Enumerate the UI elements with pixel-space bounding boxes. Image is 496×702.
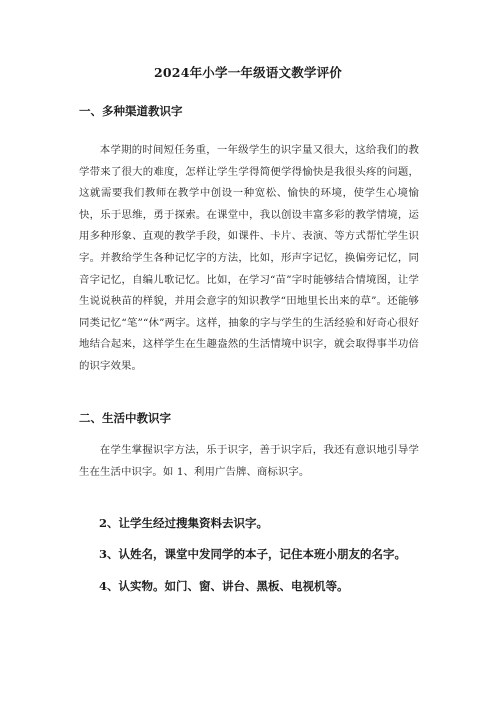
section-2-paragraph: 在学生掌握识字方法，乐于识字，善于识字后，我还有意识地引导学生在生活中识字。如 1、利用广告牌、商标识字。 [79,444,419,478]
section-1-paragraph: 本学期的时间短任务重，一年级学生的识字量又很大，这给我们的教学带来了很大的难度，怎样让学生学得简便学得愉快是我很头疼的问题，这就需要我们教师在教学中创设一种宽松、愉快的环境，使学生心境愉快，乐于思维，勇于探索。在课堂中，我以创设丰富多彩的教学情境，运用多种形象、直观的教学手段，如课件、卡片、表演、等方式帮忙学生识字。并教给学生各种记忆字的方法，比如，形声字记忆，换偏旁记忆，同音字记忆，自编儿歌记忆。比如，在学习“苗”字时能够结合情境图，让学生说说秧苗的样貌，并用会意字的知识教学“田地里长出来的草”。还能够同类记忆“笔”“休”两字。这样，抽象的字与学生的生活经验和好奇心很好地结合起来，这样学生在生趣盎然的生活情境中识字，就会取得事半功倍的识字效果。 [79,144,419,372]
list-item-4: 4、认实物。如门、窗、讲台、黑板、电视机等。 [99,579,349,593]
list-item-2: 2、让学生经过搜集资料去识字。 [99,516,268,530]
section-2-heading: 二、生活中教识字 [79,411,171,425]
document-title: 2024年小学一年级语文教学评价 [154,65,342,80]
section-1-heading: 一、多种渠道教识字 [79,104,183,118]
list-item-3: 3、认姓名，课堂中发同学的本子，记住本班小朋友的名字。 [99,547,406,561]
